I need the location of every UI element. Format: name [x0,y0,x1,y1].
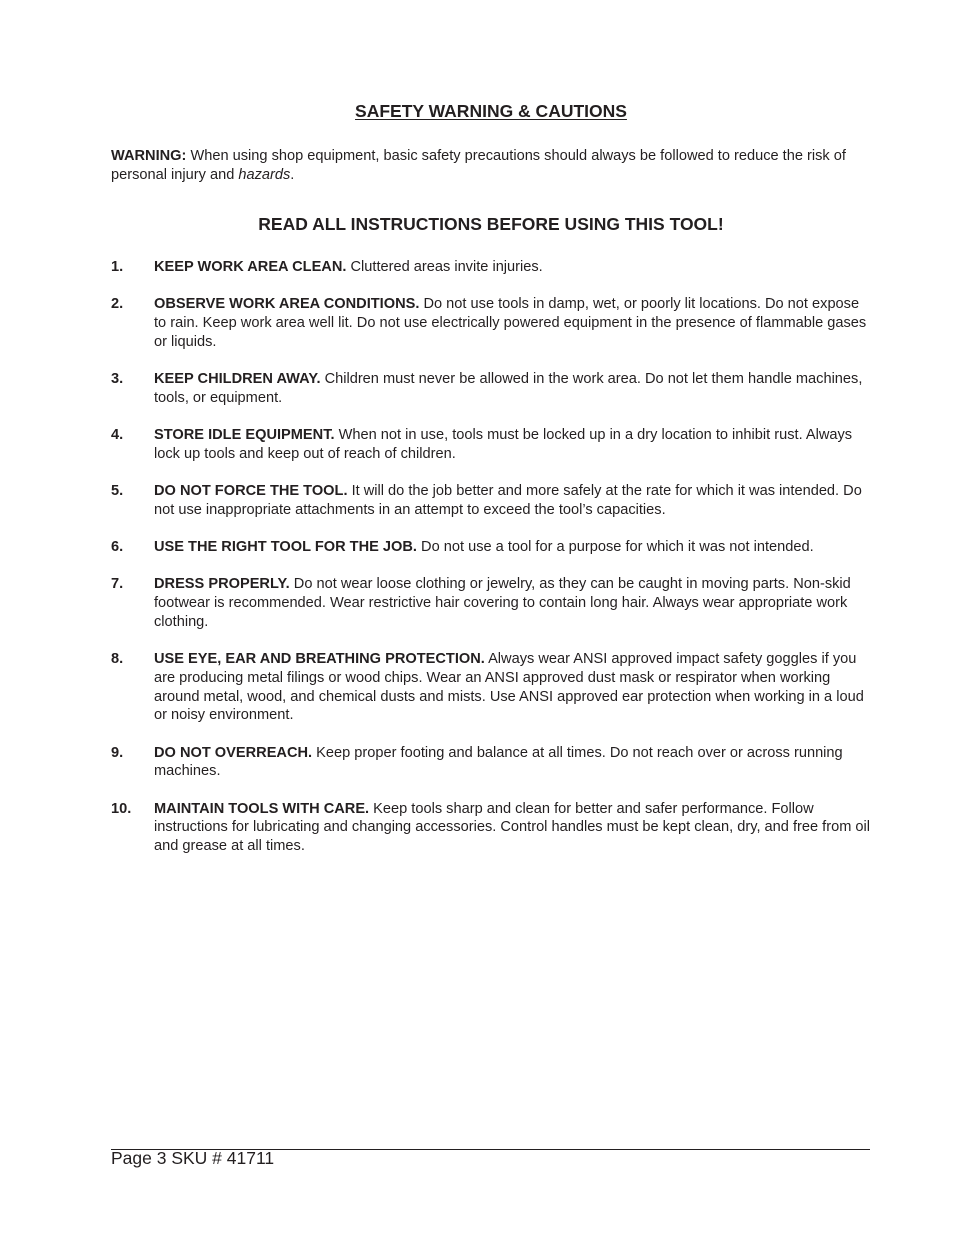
item-body: Keep proper footing and balance at all times. Do not reach over or across running machines. [154,744,843,780]
item-number: 6. [111,539,124,555]
item-lead: MAINTAIN TOOLS WITH CARE. [154,800,370,817]
list-item [111,575,871,631]
item-text [154,295,871,351]
item-lead: DRESS PROPERLY. [154,576,290,593]
page-title-text: SAFETY WARNING & CAUTIONS [355,101,627,121]
item-lead: USE EYE, EAR AND BREATHING PROTECTION. [154,651,485,667]
item-text [154,538,871,557]
item-text [154,482,871,520]
item-number: 2. [111,296,124,313]
item-body: It will do the job better and more safely at the rate for which it was intended. Do not use inappropriate attachments in an attempt to exceed the tool’s capacities. [154,483,862,518]
item-number: 5. [111,483,124,499]
item-number: 7. [111,576,124,593]
item-number: 10. [111,800,132,817]
item-lead: OBSERVE WORK AREA CONDITIONS. [154,296,420,313]
list-item [111,482,871,520]
list-item [111,258,871,277]
item-lead: STORE IDLE EQUIPMENT. [154,427,335,443]
section-heading-text: READ ALL INSTRUCTIONS BEFORE USING THIS TOOL! [258,214,724,234]
item-text [154,575,871,631]
item-number: 9. [111,744,124,761]
item-text [154,744,871,782]
list-item [111,744,871,782]
item-text [154,800,871,856]
section-heading [0,214,954,235]
item-body: When not in use, tools must be locked up in a dry location to inhibit rust. Always lock up tools and keep out of reach of children. [154,427,853,462]
item-lead: DO NOT OVERREACH. [154,744,313,761]
item-number: 8. [111,651,124,667]
item-body: Do not use tools in damp, wet, or poorly lit locations. Do not expose to rain. Keep work area well lit. Do not use electrically powered equipment in the presence of flammable gases or liquids. [154,296,867,350]
item-lead: KEEP WORK AREA CLEAN. [154,259,347,275]
list-item [111,650,871,725]
item-body: Always wear ANSI approved impact safety goggles if you are producing metal filings or wood chips. Wear an ANSI approved dust mask or respirator when working around metal, wood, and chemical dusts and mists. Use ANSI approved ear protection when working in a loud or noisy environment. [154,651,864,724]
item-text [154,426,871,464]
item-text [154,258,871,277]
item-number: 3. [111,371,124,387]
warning-paragraph [111,147,871,185]
list-item [111,370,871,408]
item-lead: KEEP CHILDREN AWAY. [154,371,321,387]
warning-text-end: . [290,167,295,183]
list-item [111,800,871,856]
item-text [154,650,871,725]
list-item [111,426,871,464]
item-text [154,370,871,408]
item-lead: DO NOT FORCE THE TOOL. [154,483,348,499]
item-body: Children must never be allowed in the work area. Do not let them handle machines, tools, or equipment. [154,371,863,406]
warning-italic-text: hazards [238,167,291,183]
item-body: Do not wear loose clothing or jewelry, as they can be caught in moving parts. Non-skid footwear is recommended. Wear restrictive hair covering to contain long hair. Always wear appropriate work clothing. [154,576,851,630]
safety-instructions-list [111,258,871,874]
page-title [0,101,954,122]
list-item [111,295,871,351]
item-body: Cluttered areas invite injuries. [346,259,543,275]
list-item [111,538,871,557]
item-body: Do not use a tool for a purpose for which it was not intended. [416,539,814,555]
page-footer: Page 3 SKU # 41711 [111,1148,275,1168]
item-body: Keep tools sharp and clean for better and safer performance. Follow instructions for lubricating and changing accessories. Control handles must be kept clean, dry, and free from oil and grease at all times. [154,800,871,854]
item-number: 1. [111,259,124,275]
warning-label: WARNING: [111,148,187,164]
warning-text: When using shop equipment, basic safety precautions should always be followed to reduce the risk of personal injury and [111,148,846,183]
item-number: 4. [111,427,124,443]
item-lead: USE THE RIGHT TOOL FOR THE JOB. [154,539,417,555]
